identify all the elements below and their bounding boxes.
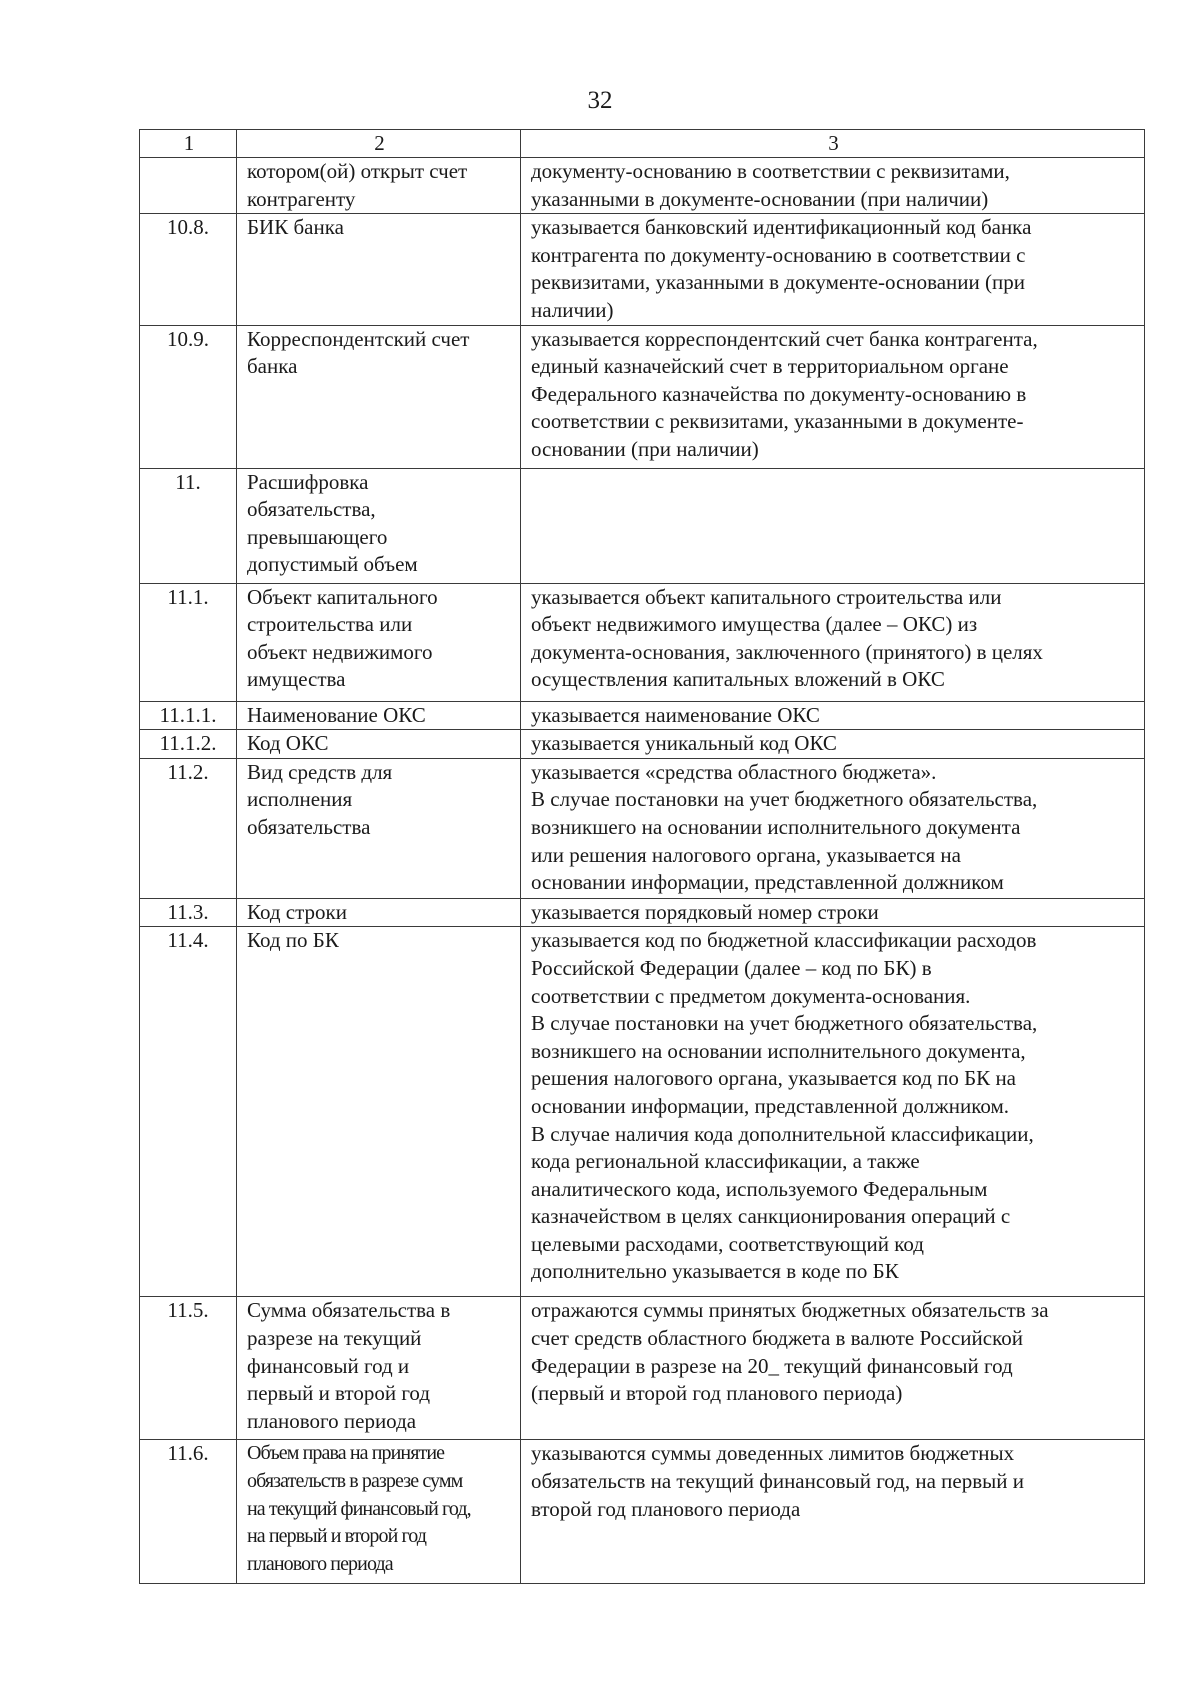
field-description [521,1440,1145,1584]
text-line: В случае наличия кода дополнительной классификации, [531,1121,1034,1146]
text-line: Наименование ОКС [247,702,426,727]
field-name [237,325,521,468]
field-name [237,701,521,730]
text-line: основании информации, представленной должником [531,870,1004,895]
text-line: указывается код по бюджетной классификации расходов [531,928,1037,953]
text-line: основании информации, представленной должником. [531,1093,1010,1118]
field-description [521,214,1145,325]
text-line: дополнительно указывается в коде по БК [531,1259,899,1284]
header-col-3: 3 [521,130,1145,158]
table-row [140,758,1145,898]
text-line: счет средств областного бюджета в валюте Российской [531,1325,1023,1350]
text-line: отражаются суммы принятых бюджетных обязательств за [531,1298,1049,1323]
row-number: 11. [140,468,237,583]
text-line: банка [247,354,298,379]
text-line: осуществления капитальных вложений в ОКС [531,667,945,692]
field-name [237,758,521,898]
text-line: первый и второй год [247,1381,431,1406]
field-name [237,214,521,325]
field-description [521,325,1145,468]
text-line: Объект капитального [247,584,438,609]
field-description [521,927,1145,1297]
text-line: документа-основания, заключенного (принятого) в целях [531,639,1043,664]
field-description [521,1297,1145,1440]
text-line: указываются суммы доведенных лимитов бюджетных [531,1441,1015,1466]
table-row [140,214,1145,325]
text-line: объект недвижимого [247,639,433,664]
text-line: (первый и второй год планового периода) [531,1381,903,1406]
field-name [237,1297,521,1440]
requisites-table [139,129,1145,1584]
text-line: на текущий финансовый год, [247,1497,471,1520]
text-line: котором(ой) открыт счет [247,159,468,183]
table-row [140,898,1145,927]
text-line: соответствии с реквизитами, указанными в документе- [531,409,1024,434]
text-line: Объем права на принятие [247,1442,445,1465]
text-line: указывается банковский идентификационный код банка [531,215,1032,240]
field-description [521,468,1145,583]
text-line: казначейством в целях санкционирования операций с [531,1204,1011,1229]
text-line: Федерации в разрезе на 20_ текущий финансовый год [531,1353,1013,1378]
row-number: 10.8. [140,214,237,325]
field-name [237,468,521,583]
text-line: указывается наименование ОКС [531,702,820,727]
text-line: Корреспондентский счет [247,326,470,351]
field-name [237,898,521,927]
text-line: планового периода [247,1552,393,1575]
row-number: 11.1.1. [140,701,237,730]
header-col-1: 1 [140,130,237,158]
text-line: указывается корреспондентский счет банка контрагента, [531,326,1038,351]
text-line: указывается уникальный код ОКС [531,731,837,756]
text-line: имущества [247,667,346,692]
text-line: допустимый объем [247,552,418,577]
table-header-row [140,130,1145,158]
text-line: исполнения [247,787,353,812]
text-line: Сумма обязательства в [247,1298,451,1323]
field-description [521,758,1145,898]
row-number: 11.6. [140,1440,237,1584]
field-name [237,730,521,759]
text-line: возникшего на основании исполнительного документа, [531,1038,1026,1063]
field-description [521,701,1145,730]
text-line: возникшего на основании исполнительного документа [531,814,1021,839]
text-line: на первый и второй год [247,1525,427,1548]
field-name [237,927,521,1297]
text-line: обязательства [247,814,371,839]
row-number: 11.1.2. [140,730,237,759]
text-line: разрезе на текущий [247,1325,422,1350]
table-row [140,325,1145,468]
text-line: второй год планового периода [531,1496,801,1521]
text-line: основании (при наличии) [531,436,759,461]
text-line: соответствии с предметом документа-основания. [531,983,971,1008]
row-number [140,158,237,214]
table-row [140,1297,1145,1440]
text-line: финансовый год и [247,1353,410,1378]
table-row [140,583,1145,701]
header-col-2: 2 [237,130,521,158]
field-description [521,158,1145,214]
text-line: Расшифровка [247,469,369,494]
row-number: 11.4. [140,927,237,1297]
text-line: Код по БК [247,928,339,953]
field-description [521,730,1145,759]
text-line: БИК банка [247,215,344,240]
text-line: наличии) [531,297,614,322]
field-name [237,1440,521,1584]
text-line: указывается объект капитального строительства или [531,584,1002,609]
text-line: целевыми расходами, соответствующий код [531,1231,924,1256]
text-line: Вид средств для [247,759,393,784]
text-line: Российской Федерации (далее – код по БК) в [531,955,932,980]
table-row [140,730,1145,759]
table-row [140,158,1145,214]
text-line: указанными в документе-основании (при наличии) [531,186,989,211]
field-description [521,898,1145,927]
text-line: превышающего [247,524,388,549]
table-row [140,701,1145,730]
text-line: планового периода [247,1408,417,1433]
text-line: контрагента по документу-основанию в соответствии с [531,242,1026,267]
table-row [140,927,1145,1297]
row-number: 11.1. [140,583,237,701]
text-line: объект недвижимого имущества (далее – ОКС) из [531,612,978,637]
field-name [237,583,521,701]
text-line: Код строки [247,899,347,924]
field-description [521,583,1145,701]
table-row [140,1440,1145,1584]
text-line: указывается порядковый номер строки [531,899,879,924]
text-line: указывается «средства областного бюджета». [531,759,937,784]
text-line: или решения налогового органа, указывается на [531,842,961,867]
text-line: В случае постановки на учет бюджетного обязательства, [531,787,1038,812]
text-line: аналитического кода, используемого Федеральным [531,1176,988,1201]
text-line: обязательств в разрезе сумм [247,1469,463,1492]
row-number: 10.9. [140,325,237,468]
text-line: обязательства, [247,497,376,522]
text-line: Код ОКС [247,731,329,756]
page-number: 32 [587,87,613,114]
text-line: контрагенту [247,186,356,211]
text-line: строительства или [247,612,413,637]
text-line: реквизитами, указанными в документе-основании (при [531,270,1025,295]
field-name [237,158,521,214]
text-line: Федерального казначейства по документу-основанию в [531,381,1027,406]
text-line: кода региональной классификации, а также [531,1149,920,1174]
text-line: документу-основанию в соответствии с реквизитами, [531,159,1010,183]
row-number: 11.3. [140,898,237,927]
row-number: 11.2. [140,758,237,898]
text-line: обязательств на текущий финансовый год, на первый и [531,1468,1024,1493]
text-line: В случае постановки на учет бюджетного обязательства, [531,1011,1038,1036]
table-row [140,468,1145,583]
row-number: 11.5. [140,1297,237,1440]
text-line: единый казначейский счет в территориальном органе [531,354,1009,379]
text-line: решения налогового органа, указывается код по БК на [531,1066,1016,1091]
